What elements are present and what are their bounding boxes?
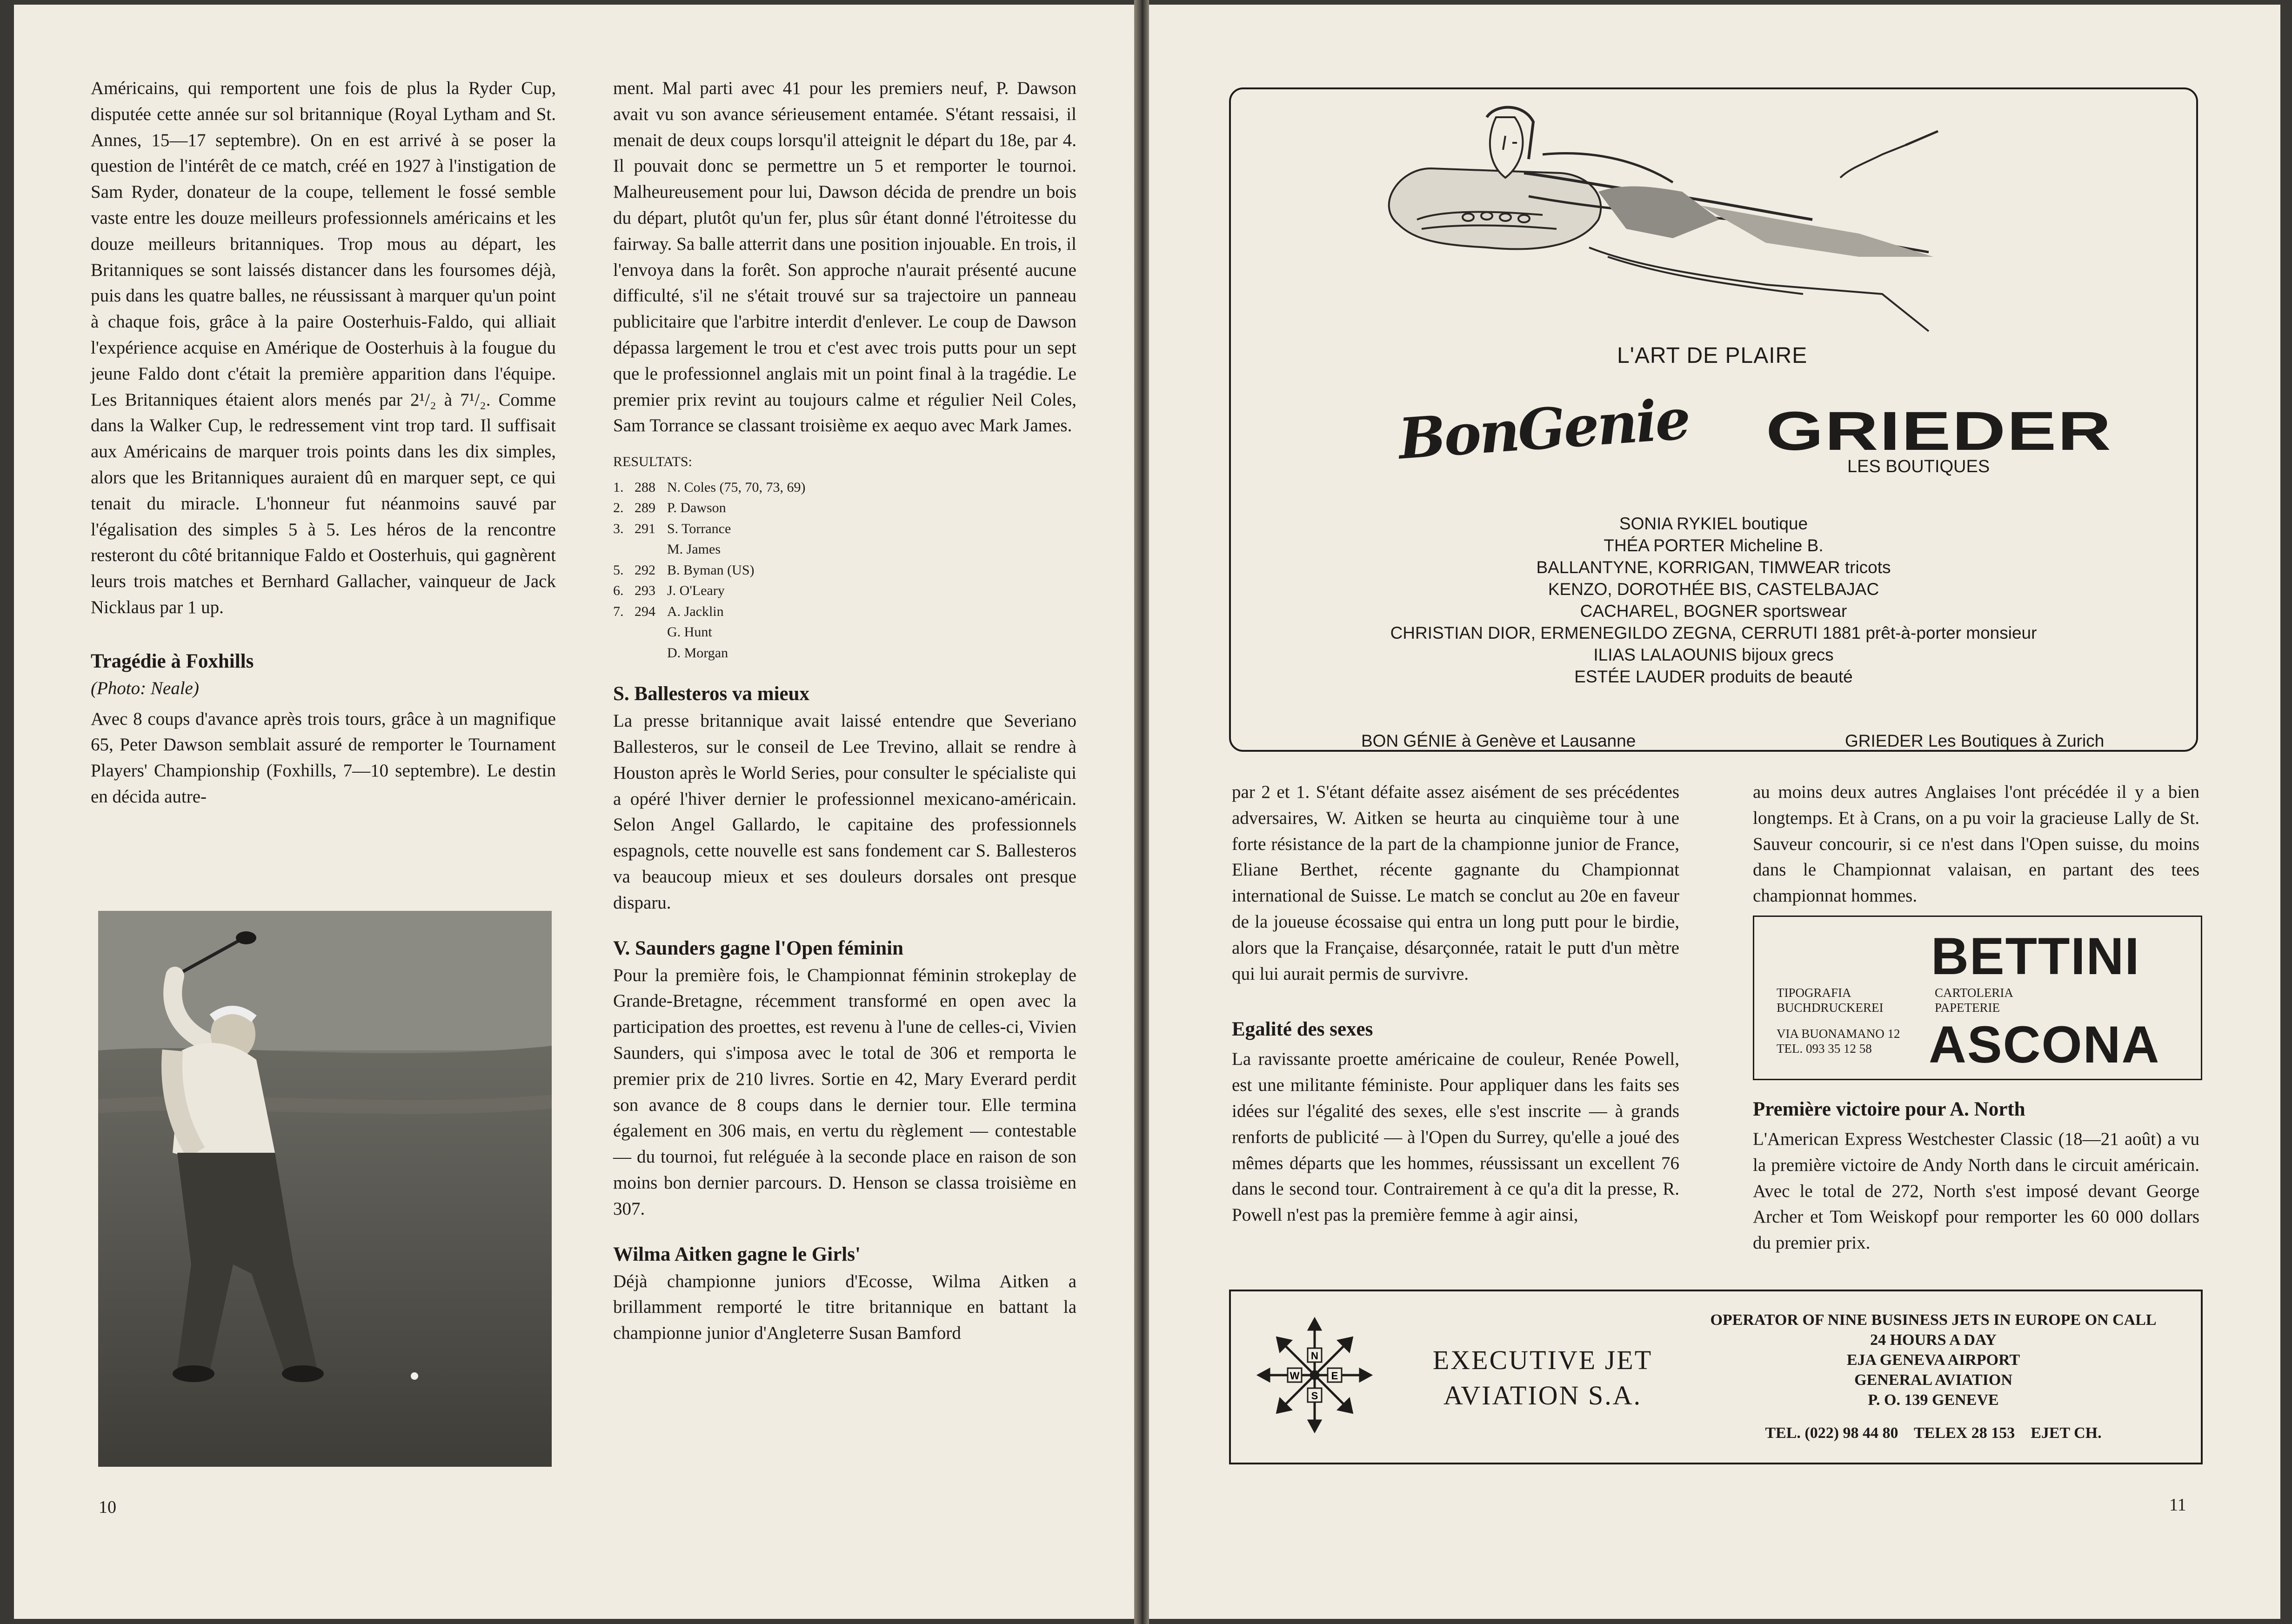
result-name: S. Torrance (667, 521, 731, 536)
brand-line: THÉA PORTER Micheline B. (1604, 536, 1824, 555)
eja-name-line1: EXECUTIVE JET (1432, 1345, 1653, 1375)
golfer-swing-illustration (98, 911, 552, 1467)
grieder-logo: GRIEDER (1766, 401, 2112, 462)
aitken-continued-paragraph: par 2 et 1. S'étant défaite assez aisément de ses précédentes adversaires, W. Aitken se heurta au cinquième tour à une forte résistance de la part de la championne junior de France, Eliane Berthet, récente gagnante du Championnat international de Suisse. Le match se conclut au 20e en faveur de la joueuse écossaise qui entra un long putt pour le birdie, alors que la Française, désarçonnée, ratait le putt d'un mètre qui lui aurait permis de survivre. (1232, 782, 1679, 984)
result-name: N. Coles (75, 70, 73, 69) (667, 479, 806, 495)
result-name: A. Jacklin (667, 603, 724, 619)
eja-name-line2: AVIATION S.A. (1443, 1380, 1642, 1410)
brand-line: KENZO, DOROTHÉE BIS, CASTELBAJAC (1548, 580, 1879, 599)
ryder-cup-paragraph: Américains, qui remportent une fois de plus la Ryder Cup, disputée cette année sur sol britannique (Royal Lytham and St. Annes, 15—17 septembre). On en est arrivé à se poser la question de l'intérêt de ce match, créé en 1927 à l'instigation de Sam Ryder, donateur de la coupe, tellement le fossé semble vaste entre les douze meilleurs professionnels américains et les douze meilleurs britanniques. Trop mous au départ, les Britanniques se sont laissés distancer dans les foursomes déjà, puis dans les quatre balles, ne réussissant à marquer qu'un point à chaque fois, grâce à la paire Oosterhuis-Faldo, qui alliait l'expérience acquise en Amérique de Oosterhuis à la fougue du jeune Faldo dont c'était la première apparition dans l'équipe. Les Britanniques étaient alors menés par 2¹/₂ à 7¹/₂. Comme dans la Walker Cup, le redressement vint trop tard. Il suffisait aux Américains de marquer trois points dans les dix simples, alors que les Britanniques auraient dû en marquer sept, ce qui tenait du miracle. L'honneur fut néanmoins sauvé par l'égalisation des simples 5 à 5. Les héros de la rencontre resteront du côté britannique Faldo et Oosterhuis, qui gagnèrent leurs trois matches et Bernhard Gallacher, vainqueur de Jack Nicklaus par 1 up. (91, 78, 556, 617)
eja-line: OPERATOR OF NINE BUSINESS JETS IN EUROPE ON CALL (1710, 1311, 2157, 1329)
north-heading: Première victoire pour A. North (1753, 1098, 2025, 1120)
eja-details (1677, 1310, 2189, 1443)
result-rank (613, 539, 635, 560)
eja-line: P. O. 139 GENEVE (1868, 1391, 1999, 1409)
result-rank: 3. (613, 521, 624, 536)
result-row (613, 519, 1076, 540)
page-number-right: 11 (2169, 1495, 2186, 1515)
left-column-1 (91, 75, 556, 810)
left-page (14, 5, 1134, 1619)
aitken-paragraph: Déjà championne juniors d'Ecosse, Wilma Aitken a brillamment remporté le titre britannique en battant la championne junior d'Angleterre Susan Bamford (613, 1271, 1076, 1343)
brand-line: SONIA RYKIEL boutique (1619, 514, 1808, 533)
brand-list (1231, 513, 2196, 688)
bettini-phone: TEL. 093 35 12 58 (1777, 1042, 1872, 1056)
saunders-paragraph: Pour la première fois, le Championnat féminin strokeplay de Grande-Bretagne, récemment transformé en open avec la participation des proettes, est revenu à l'une de celles-ci, Vivien Saunders, qui s'imposa avec le total de 306 et remporta le premier prix de 210 livres. Sortie en 42, Mary Everard perdit son avance de 8 coups dans le dernier tour. Elle termina également en 306 mais, en vertu du règlement — contestable — du tournoi, fut reléguée à la seconde place en raison de son moins bon dernier parcours. D. Henson se classa troisième en 307. (613, 965, 1076, 1219)
north-column (1753, 1096, 2199, 1256)
result-score (635, 643, 667, 664)
brand-line: CACHAREL, BOGNER sportswear (1580, 601, 1847, 621)
result-score: 288 (635, 479, 655, 495)
egalite-heading: Egalité des sexes (1232, 1018, 1373, 1041)
compass-jets-icon (1254, 1315, 1375, 1436)
result-rank: 7. (613, 603, 624, 619)
result-row (613, 581, 1076, 601)
reclining-woman-illustration (1347, 99, 1952, 359)
result-row (613, 498, 1076, 519)
north-paragraph: L'American Express Westchester Classic (18—21 août) a vu la première victoire de Andy North dans le circuit américain. Avec le total de 272, North s'est imposé devant George Archer et Tom Weiskopf pour remporter les 60 000 dollars du premier prix. (1753, 1129, 2199, 1253)
grieder-subtitle: LES BOUTIQUES (1847, 457, 1990, 476)
result-name: D. Morgan (667, 645, 728, 661)
brand-line: ESTÉE LAUDER produits de beauté (1574, 667, 1853, 686)
eja-contact: TEL. (022) 98 44 80 TELEX 28 153 EJET CH. (1765, 1424, 2102, 1442)
ad-footer-right: GRIEDER Les Boutiques à Zurich (1845, 731, 2105, 750)
bettini-papeterie: PAPETERIE (1935, 1001, 2000, 1015)
bettini-tipografia: TIPOGRAFIA (1777, 986, 1851, 1000)
results-label: RESULTATS: (613, 454, 692, 470)
compass-n: N (1311, 1350, 1318, 1362)
brand-line: CHRISTIAN DIOR, ERMENEGILDO ZEGNA, CERRUTI 1881 prêt-à-porter monsieur (1390, 623, 2037, 642)
result-score: 291 (635, 521, 655, 536)
left-column-2 (613, 75, 1076, 1346)
egalite-paragraph: La ravissante proette américaine de couleur, Renée Powell, est une militante féministe. Pour appliquer dans les faits ses idées sur l'égalité des sexes, elle s'est inscrite — à grands renforts de publicité — à l'Open du Surrey, qu'elle a joué des mêmes départs que les hommes, réussissant un excellent 76 dans le second tour. Contrairement à ce qu'a dit la presse, R. Powell n'est pas la première femme à agir ainsi, (1232, 1049, 1679, 1225)
results-list (613, 452, 1076, 663)
result-score: 292 (635, 562, 655, 578)
saunders-heading: V. Saunders gagne l'Open féminin (613, 937, 904, 959)
ballesteros-paragraph: La presse britannique avait laissé entendre que Severiano Ballesteros, sur le conseil de Lee Trevino, allait se rendre à Houston après le World Series, pour consulter le spécialiste qui a opéré l'hiver dernier le professionnel mexicano-américain. Selon Angel Gallardo, le capitaine des professionnels espagnols, cette nouvelle est sans fondement car S. Ballesteros va beaucoup mieux et ses douleurs dorsales ont presque disparu. (613, 711, 1076, 913)
executive-jet-advertisement (1229, 1290, 2203, 1464)
result-name: P. Dawson (667, 500, 726, 516)
result-name: J. O'Leary (667, 583, 725, 599)
eja-line: EJA GENEVA AIRPORT (1846, 1351, 2020, 1369)
ad-tagline: L'ART DE PLAIRE (1617, 343, 1808, 368)
dawson-paragraph: ment. Mal parti avec 41 pour les premiers neuf, P. Dawson avait vu son avance sérieusement entamée. S'étant ressaisi, il menait de deux coups lorsqu'il atteignit le départ du 18e, par 4. Il pouvait donc se permettre un 5 et remporter le tournoi. Malheureusement pour lui, Dawson décida de prendre un bois du départ, plutôt qu'un fer, plus sûr étant donné l'étroitesse du fairway. Sa balle atterrit dans une position injouable. En trois, il l'envoya dans la forêt. Son approche n'aurait présenté aucune difficulté, s'il ne s'était trouvé sur sa trajectoire un panneau publicitaire que l'arbitre interdit d'enlever. Le coup de Dawson dépassa largement le trou et c'est avec trois putts pour un sept que le professionnel anglais mit un point final à la tragédie. Le premier prix revint au toujours calme et régulier Neil Coles, Sam Torrance se classant troisième ex aequo avec Mark James. (613, 78, 1076, 436)
compass-w: W (1290, 1370, 1300, 1382)
result-rank: 2. (613, 500, 624, 516)
bettini-cartoleria: CARTOLERIA (1935, 986, 2013, 1000)
result-rank: 1. (613, 479, 624, 495)
brand-line: BALLANTYNE, KORRIGAN, TIMWEAR tricots (1536, 558, 1891, 577)
right-page (1149, 5, 2280, 1619)
eja-line: GENERAL AVIATION (1854, 1371, 2012, 1389)
result-row (613, 601, 1076, 622)
result-row (613, 643, 1076, 664)
result-score: 289 (635, 500, 655, 516)
result-rank (613, 643, 635, 664)
aitken-heading: Wilma Aitken gagne le Girls' (613, 1243, 861, 1265)
fashion-advertisement (1229, 87, 2198, 752)
lally-paragraph: au moins deux autres Anglaises l'ont précédée il y a bien longtemps. Et à Crans, on a pu voir la gracieuse Lally de St. Sauveur concourir, si ce n'est dans l'Open suisse, du moins dans le Championnat valaisan, en partant des tees championnat hommes. (1753, 782, 2199, 906)
result-score (635, 622, 667, 643)
result-rank: 5. (613, 562, 624, 578)
result-row (613, 477, 1076, 498)
bettini-buchdruckerei: BUCHDRUCKEREI (1777, 1001, 1884, 1015)
result-row (613, 622, 1076, 643)
bettini-city: ASCONA (1929, 1016, 2160, 1074)
result-score: 294 (635, 603, 655, 619)
result-name: M. James (667, 541, 721, 557)
result-rank (613, 622, 635, 643)
compass-e: E (1331, 1370, 1338, 1382)
bettini-advertisement (1753, 916, 2202, 1080)
right-column-2 (1753, 779, 2199, 909)
result-row (613, 539, 1076, 560)
ad-footer-left: BON GÉNIE à Genève et Lausanne (1361, 731, 1636, 750)
eja-line: 24 HOURS A DAY (1870, 1331, 1997, 1349)
bon-genie-logo: BonGenie (1396, 386, 1691, 472)
photo-credit: (Photo: Neale) (91, 678, 199, 698)
foxhills-heading: Tragédie à Foxhills (91, 650, 254, 672)
brand-line: ILIAS LALAOUNIS bijoux grecs (1593, 645, 1834, 664)
bettini-address: VIA BUONAMANO 12 (1777, 1027, 1900, 1041)
result-name: B. Byman (US) (667, 562, 755, 578)
result-rank: 6. (613, 583, 624, 599)
result-row (613, 560, 1076, 581)
book-gutter (1134, 0, 1149, 1624)
foxhills-paragraph: Avec 8 coups d'avance après trois tours, grâce à un magnifique 65, Peter Dawson semblait assuré de remporter le Tournament Players' Championship (Foxhills, 7—10 septembre). Le destin en décida autre- (91, 708, 556, 807)
result-score (635, 539, 667, 560)
ballesteros-heading: S. Ballesteros va mieux (613, 683, 810, 705)
bettini-name: BETTINI (1931, 927, 2140, 985)
page-number-left: 10 (99, 1497, 116, 1517)
right-column-1 (1232, 779, 1679, 1228)
golfer-photo (98, 911, 552, 1467)
result-score: 293 (635, 583, 655, 599)
result-name: G. Hunt (667, 624, 712, 640)
compass-s: S (1311, 1390, 1318, 1402)
eja-name (1412, 1343, 1673, 1413)
